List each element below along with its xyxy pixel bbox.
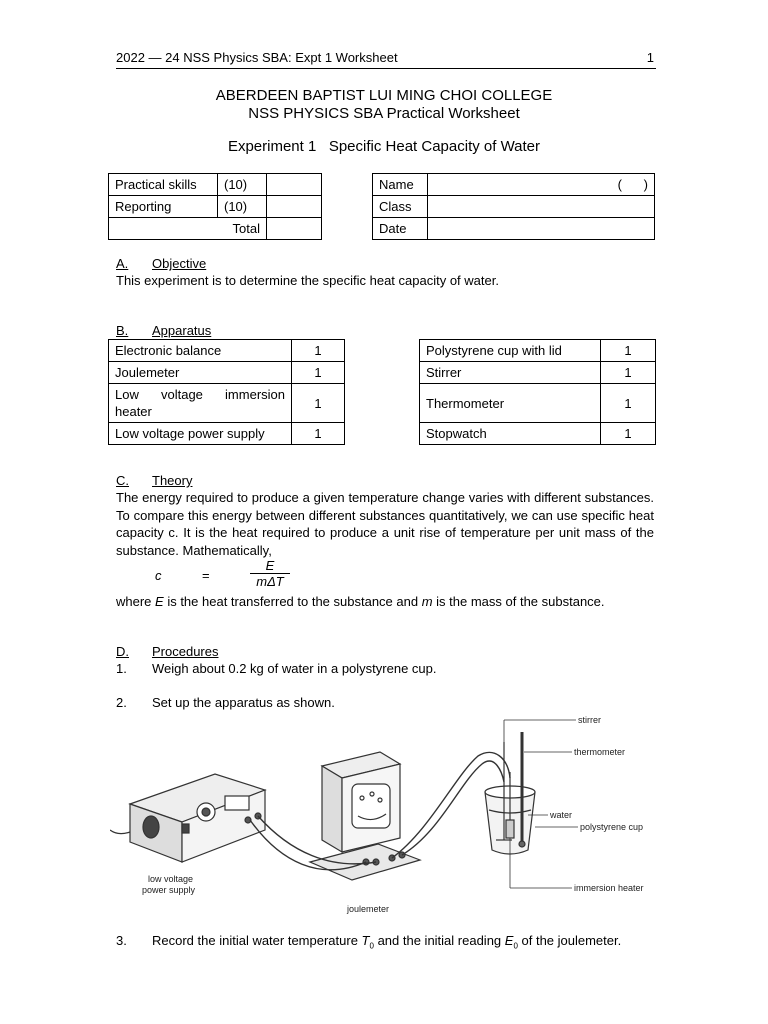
formula-numerator: E [250, 558, 290, 574]
table-row [420, 340, 656, 362]
section-c-heading: C. Theory [116, 473, 193, 488]
class-field[interactable] [428, 196, 655, 218]
formula-explanation: where E is the heat transferred to the substance and m is the mass of the substance. [116, 594, 605, 609]
table-row [420, 423, 656, 445]
table-row [109, 218, 322, 240]
label-supply-line1: low voltage [148, 874, 194, 884]
section-b-heading: B. Apparatus [116, 323, 212, 338]
power-supply-drawing [110, 774, 265, 862]
marks-label: Practical skills [109, 174, 218, 196]
marks-max: (10) [218, 196, 267, 218]
objective-text: This experiment is to determine the specific heat capacity of water. [116, 273, 499, 288]
formula-denominator: mΔT [256, 574, 284, 589]
apparatus-diagram [110, 712, 658, 918]
label-supply-line2: power supply [142, 885, 196, 895]
table-row [109, 196, 322, 218]
theory-text: The energy required to produce a given temperature change varies with different substances. To compare this energy between different substances quantitatively, we can use specific heat capacity c. It is the heat required to produce a unit rise of temperature per unit mass of the substance. Mathematically, [116, 490, 654, 558]
apparatus-qty: 1 [601, 423, 656, 445]
formula-fraction [250, 558, 290, 589]
apparatus-item: Electronic balance [109, 340, 292, 362]
table-row [109, 174, 322, 196]
table-row [109, 384, 345, 423]
page-number: 1 [646, 50, 654, 65]
apparatus-item: Stirrer [420, 362, 601, 384]
total-label: Total [109, 218, 267, 240]
apparatus-item: Polystyrene cup with lid [420, 340, 601, 362]
apparatus-item: Low voltage immersion heater [109, 384, 292, 423]
worksheet-subtitle: NSS PHYSICS SBA Practical Worksheet [248, 105, 520, 122]
header-title: 2022 — 24 NSS Physics SBA: Expt 1 Worksheet [116, 50, 398, 65]
table-row [373, 218, 655, 240]
apparatus-item: Joulemeter [109, 362, 292, 384]
label-stirrer: stirrer [578, 715, 601, 725]
section-d-heading: D. Procedures [116, 644, 219, 659]
label-immersion-heater: immersion heater [574, 883, 644, 893]
apparatus-item: Low voltage power supply [109, 423, 292, 445]
marks-score-cell[interactable] [267, 174, 322, 196]
page-header [116, 50, 656, 69]
apparatus-item: Thermometer [420, 384, 601, 423]
table-row [420, 362, 656, 384]
apparatus-qty: 1 [292, 423, 345, 445]
procedure-step-3: 3. Record the initial water temperature $T_0$ and the initial reading $E_0$ of the joulemeter. [116, 933, 622, 951]
table-row [109, 340, 345, 362]
marks-label: Reporting [109, 196, 218, 218]
apparatus-table-right [419, 339, 656, 445]
table-row [373, 196, 655, 218]
total-score-cell[interactable] [267, 218, 322, 240]
apparatus-table-left [108, 339, 345, 445]
label-water: water [550, 810, 573, 820]
date-field[interactable] [428, 218, 655, 240]
table-row [109, 423, 345, 445]
table-row [420, 384, 656, 423]
marks-max: (10) [218, 174, 267, 196]
procedure-step-2: 2. Set up the apparatus as shown. [116, 695, 335, 710]
table-row [109, 362, 345, 384]
procedure-step-1: 1. Weigh about 0.2 kg of water in a polystyrene cup. [116, 661, 437, 676]
experiment-title: Experiment 1 Specific Heat Capacity of Water [227, 138, 541, 155]
apparatus-qty: 1 [601, 340, 656, 362]
apparatus-qty: 1 [601, 384, 656, 423]
apparatus-item: Stopwatch [420, 423, 601, 445]
apparatus-qty: 1 [292, 362, 345, 384]
marks-table [108, 173, 322, 240]
label-thermometer: thermometer [574, 747, 626, 757]
marks-score-cell[interactable] [267, 196, 322, 218]
name-label: Name [373, 174, 428, 196]
student-info-table [372, 173, 655, 240]
school-name: ABERDEEN BAPTIST LUI MING CHOI COLLEGE [215, 87, 553, 104]
formula-equals: = [202, 568, 210, 583]
class-label: Class [373, 196, 428, 218]
apparatus-qty: 1 [292, 340, 345, 362]
name-field[interactable]: ( ) [428, 174, 655, 196]
apparatus-qty: 1 [292, 384, 345, 423]
date-label: Date [373, 218, 428, 240]
formula-lhs: c [155, 568, 162, 583]
section-a-heading: A. Objective [116, 256, 207, 271]
table-row [373, 174, 655, 196]
label-joulemeter: joulemeter [347, 904, 390, 914]
apparatus-qty: 1 [601, 362, 656, 384]
cup-drawing [485, 732, 535, 854]
label-polystyrene-cup: polystyrene cup [580, 822, 644, 832]
